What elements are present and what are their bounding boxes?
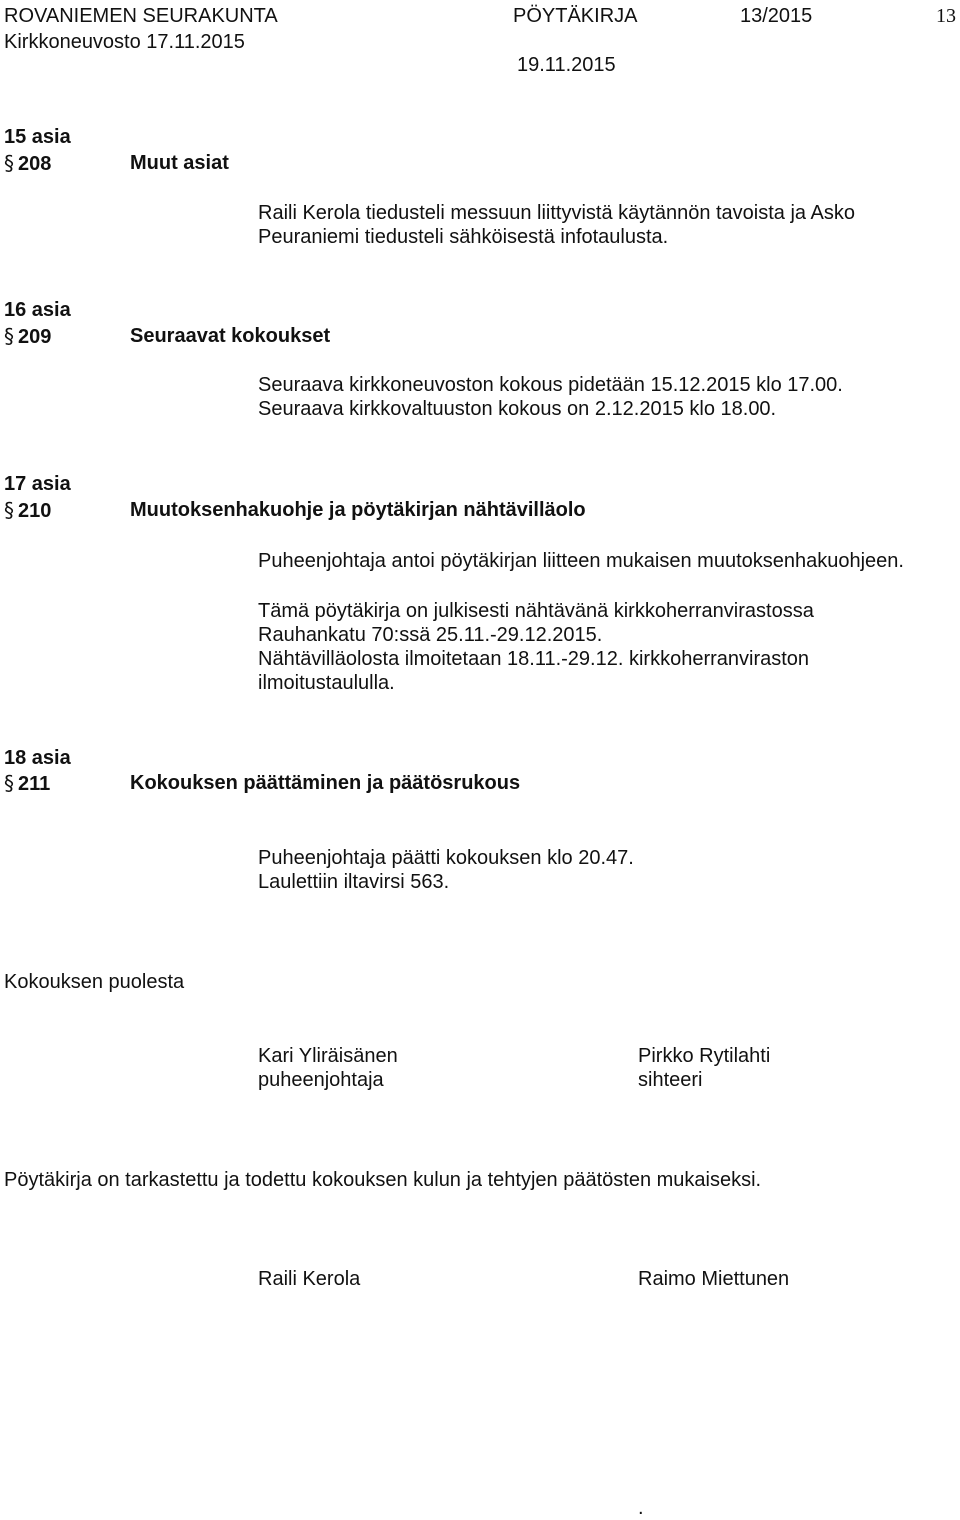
header-date: 19.11.2015	[517, 54, 616, 76]
section-asia-label: 15 asia	[4, 126, 71, 148]
paragraph-sign: §	[4, 771, 14, 795]
verification-statement: Pöytäkirja on tarkastettu ja todettu kokouksen kulun ja tehtyjen päätösten mukaiseksi.	[4, 1169, 762, 1191]
section-title: Muutoksenhakuohje ja pöytäkirjan nähtävilläolo	[130, 499, 586, 521]
footer-mark: .	[638, 1497, 644, 1519]
section-number: § 209	[4, 324, 52, 348]
section-asia-label: 18 asia	[4, 747, 71, 769]
section-asia-label: 16 asia	[4, 299, 71, 321]
chair-name: Kari Yliräisänen	[258, 1045, 398, 1067]
section-asia-label: 17 asia	[4, 473, 71, 495]
section-number: § 208	[4, 151, 52, 175]
section-number: § 211	[4, 771, 51, 795]
paragraph-sign: §	[4, 498, 14, 522]
section-paragraph: Puheenjohtaja päätti kokouksen klo 20.47. Laulettiin iltavirsi 563.	[258, 847, 634, 893]
section-paragraph: Tämä pöytäkirja on julkisesti nähtävänä kirkkoherranvirastossa Rauhankatu 70:ssä 25.11.-29.12.2015. Nähtävilläolosta ilmoitetaan 18.11.-29.12. kirkkoherranviraston ilmoitustaululla.	[258, 600, 814, 694]
signature-chair	[258, 1044, 398, 1092]
checker-1-name: Raili Kerola	[258, 1268, 361, 1290]
section-title: Muut asiat	[130, 152, 229, 174]
signature-secretary	[638, 1044, 770, 1092]
secretary-role: sihteeri	[638, 1069, 703, 1091]
on-behalf-label: Kokouksen puolesta	[4, 971, 185, 993]
paragraph-sign: §	[4, 324, 14, 348]
section-paragraph: Seuraava kirkkoneuvoston kokous pidetään 15.12.2015 klo 17.00. Seuraava kirkkovaltuuston kokous on 2.12.2015 klo 18.00.	[258, 374, 843, 420]
header-org: ROVANIEMEN SEURAKUNTA	[4, 5, 278, 27]
header-body: Kirkkoneuvosto 17.11.2015	[4, 31, 245, 53]
section-title: Kokouksen päättäminen ja päätösrukous	[130, 772, 521, 794]
chair-role: puheenjohtaja	[258, 1069, 384, 1091]
section-number: § 210	[4, 498, 52, 522]
section-title: Seuraavat kokoukset	[130, 325, 331, 347]
secretary-name: Pirkko Rytilahti	[638, 1045, 771, 1067]
header-page-number: 13	[936, 5, 956, 27]
paragraph-sign: §	[4, 151, 14, 175]
section-paragraph: Raili Kerola tiedusteli messuun liittyvistä käytännön tavoista ja Asko Peuraniemi tiedusteli sähköisestä infotaulusta.	[258, 202, 855, 248]
section-paragraph: Puheenjohtaja antoi pöytäkirjan liitteen mukaisen muutoksenhakuohjeen.	[258, 550, 904, 572]
header-doc-type: PÖYTÄKIRJA	[513, 5, 638, 27]
header-doc-number: 13/2015	[740, 5, 813, 27]
checker-2-name: Raimo Miettunen	[638, 1268, 790, 1290]
